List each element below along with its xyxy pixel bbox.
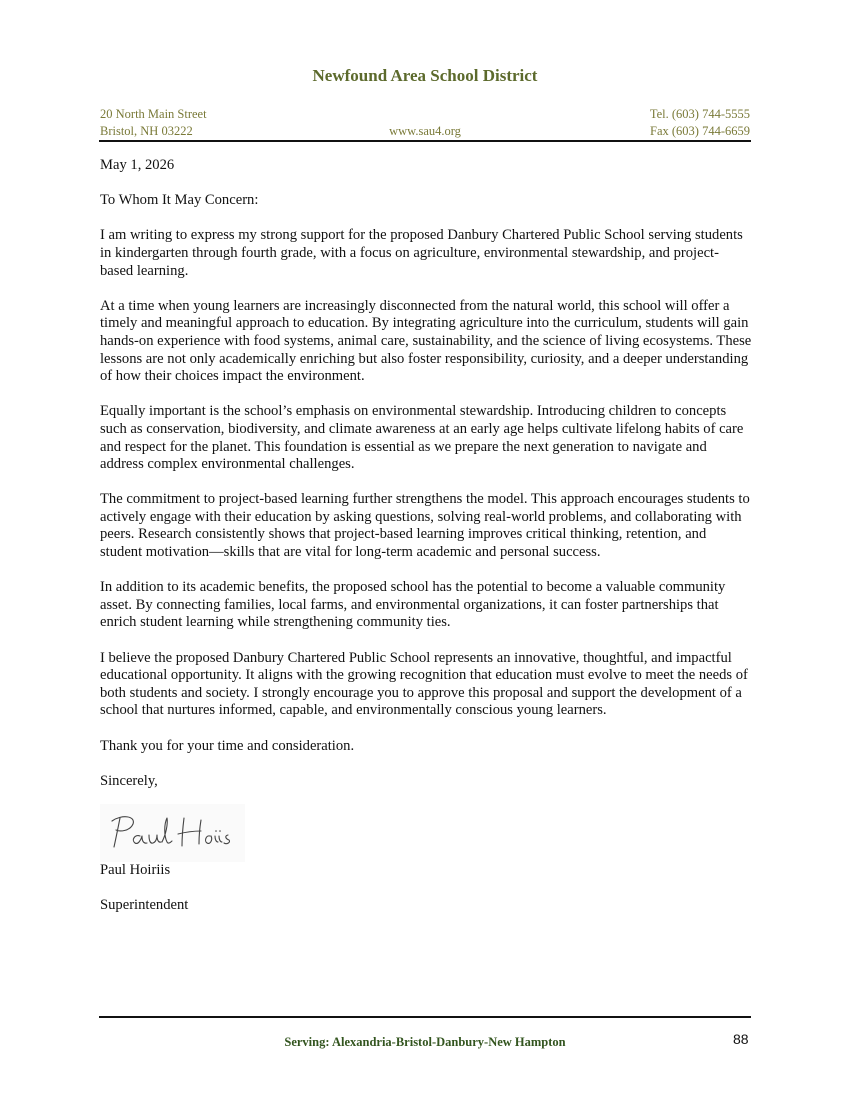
letter-body	[100, 157, 752, 932]
letter-date: May 1, 2026	[100, 157, 175, 173]
fax-number: Fax (603) 744-6659	[650, 124, 750, 138]
signature-image	[100, 804, 245, 862]
district-name: Newfound Area School District	[312, 66, 538, 85]
paragraph-1: I am writing to express my strong support for the proposed Danbury Chartered Public School serving students in kindergarten through fourth grade, with a focus on agriculture, environmental stewardship, and project-based learning.	[100, 227, 743, 279]
footer-serving-towns: Serving: Alexandria-Bristol-Danbury-New Hampton	[284, 1035, 566, 1049]
paragraph-5: In addition to its academic benefits, the proposed school has the potential to become a valuable community asset. By connecting families, local farms, and environmental organizations, it can foster partnerships that enrich student learning while strengthening community ties.	[100, 579, 726, 631]
letter-salutation: To Whom It May Concern:	[100, 192, 259, 209]
handwritten-signature	[100, 804, 245, 862]
footer-divider	[99, 1016, 751, 1018]
page-number: 88	[733, 1031, 749, 1047]
letter-closing: Sincerely,	[100, 772, 158, 789]
header-divider	[99, 140, 751, 142]
contact-block	[650, 106, 750, 140]
paragraph-7: Thank you for your time and consideration.	[100, 737, 355, 754]
phone-number: Tel. (603) 744-5555	[649, 107, 750, 121]
paragraph-2: At a time when young learners are increasingly disconnected from the natural world, this school will offer a timely and meaningful approach to education. By integrating agriculture into the curriculum, students will gain hands-on experience with food systems, animal care, sustainability, and the science of living ecosystems. These lessons are not only academically enriching but also foster responsibility, curiosity, and a deeper understanding of how their choices impact the environment.	[100, 297, 752, 385]
paragraph-4: The commitment to project-based learning further strengthens the model. This approach encourages students to actively engage with their education by asking questions, solving real-world problems, and collaborating with peers. Research consistently shows that project-based learning improves critical thinking, retention, and student motivation—skills that are vital for long-term academic and personal success.	[100, 491, 750, 561]
website-link[interactable]: www.sau4.org	[389, 124, 461, 138]
signer-title: Superintendent	[100, 897, 189, 914]
paragraph-6: I believe the proposed Danbury Chartered Public School represents an innovative, thoughtful, and impactful educational opportunity. It aligns with the growing recognition that education must evolve to meet the needs of both students and society. I strongly encourage you to approve this proposal and support the development of a school that nurtures informed, capable, and environmentally conscious young learners.	[100, 649, 748, 719]
city-address: Bristol, NH 03222	[100, 124, 193, 138]
signer-name: Paul Hoiriis	[100, 861, 171, 878]
street-address: 20 North Main Street	[100, 107, 207, 121]
paragraph-3: Equally important is the school’s emphasis on environmental stewardship. Introducing children to concepts such as conservation, biodiversity, and climate awareness at an early age helps cultivate lifelong habits of care and respect for the planet. This foundation is essential as we prepare the next generation to navigate and address complex environmental challenges.	[100, 403, 744, 473]
